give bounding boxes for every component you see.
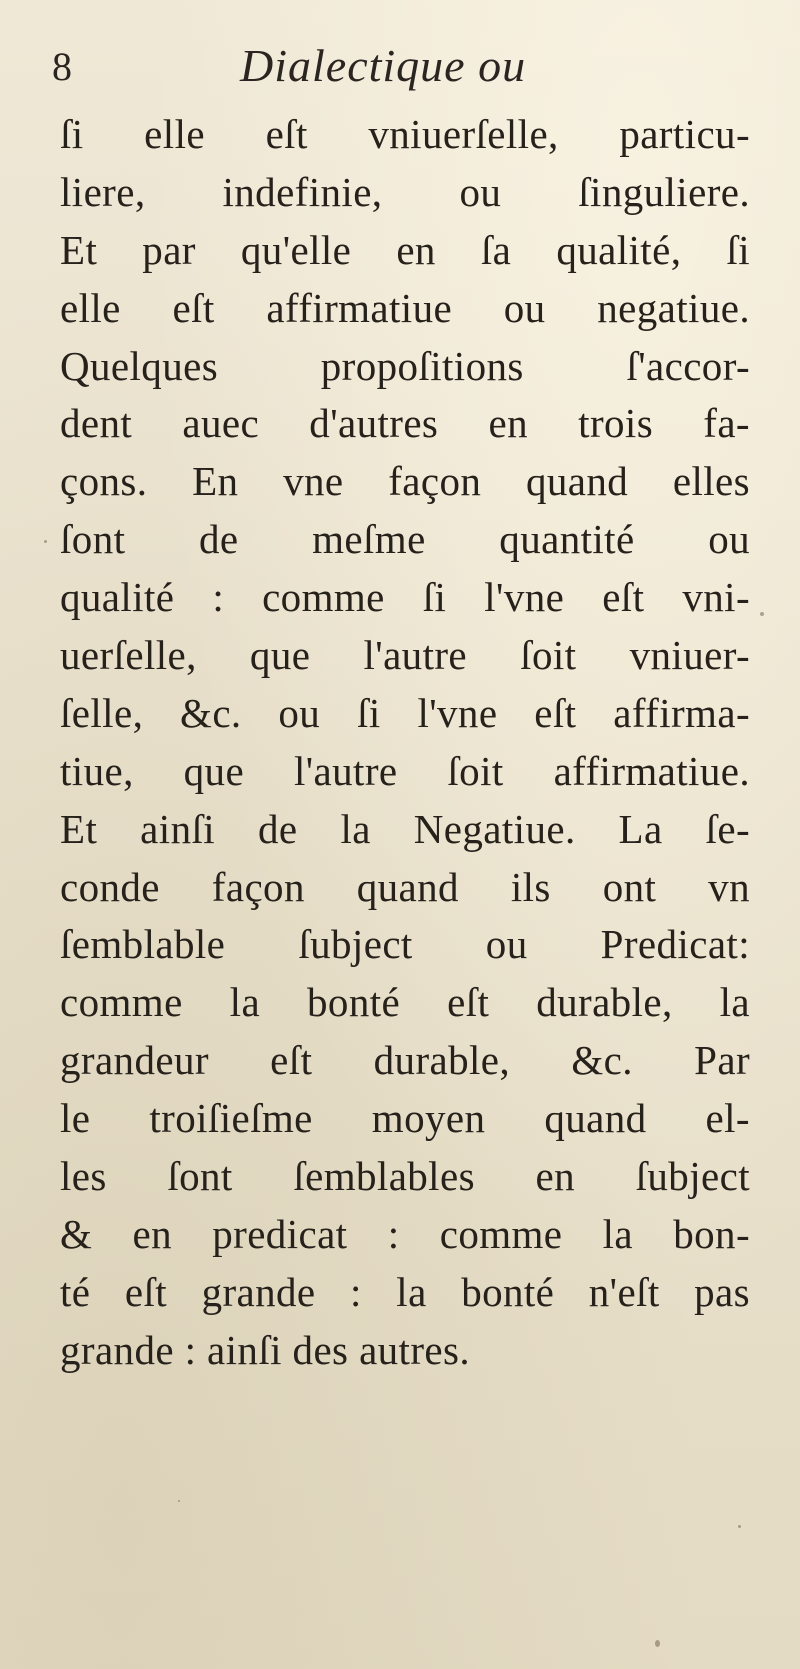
running-title: Dialectique ou (240, 40, 527, 91)
text-line: qualité : comme ſi l'vne eſt vni- (60, 574, 750, 621)
text-line: conde façon quand ils ont vn (60, 863, 750, 910)
text-line: ſont de meſme quantité ou (60, 516, 750, 563)
text-line: ſemblable ſubject ou Predicat: (60, 921, 750, 968)
text-line: uerſelle, que l'autre ſoit vniuer- (60, 632, 750, 679)
text-line: té eſt grande : la bonté n'eſt pas (60, 1268, 750, 1315)
text-line: Quelques propoſitions ſ'accor- (60, 342, 750, 389)
paper-speck (178, 1500, 180, 1502)
text-line: Et ainſi de la Negatiue. La ſe- (60, 805, 750, 852)
text-line: çons. En vne façon quand elles (60, 458, 750, 505)
text-line: ſelle, &c. ou ſi l'vne eſt affirma- (60, 689, 750, 736)
text-line: & en predicat : comme la bon- (60, 1210, 750, 1257)
paper-speck (760, 612, 764, 616)
text-line: grandeur eſt durable, &c. Par (60, 1037, 750, 1084)
text-line: comme la bonté eſt durable, la (60, 979, 750, 1026)
paper-speck (44, 540, 47, 543)
text-line: liere, indefinie, ou ſinguliere. (60, 168, 750, 215)
body-text (60, 106, 750, 1380)
page-number: 8 (52, 44, 72, 89)
text-line: le troiſieſme moyen quand el- (60, 1095, 750, 1142)
page-header (52, 30, 752, 100)
paper-speck (655, 1640, 660, 1647)
text-line: tiue, que l'autre ſoit affirmatiue. (60, 747, 750, 794)
text-line: Et par qu'elle en ſa qualité, ſi (60, 226, 750, 273)
text-line: les ſont ſemblables en ſubject (60, 1153, 750, 1200)
text-line: dent auec d'autres en trois fa- (60, 400, 750, 447)
text-line: elle eſt affirmatiue ou negatiue. (60, 284, 750, 331)
text-line: ſi elle eſt vniuerſelle, particu- (60, 111, 750, 157)
paper-speck (738, 1525, 741, 1528)
text-line: grande : ainſi des autres. (60, 1326, 471, 1373)
